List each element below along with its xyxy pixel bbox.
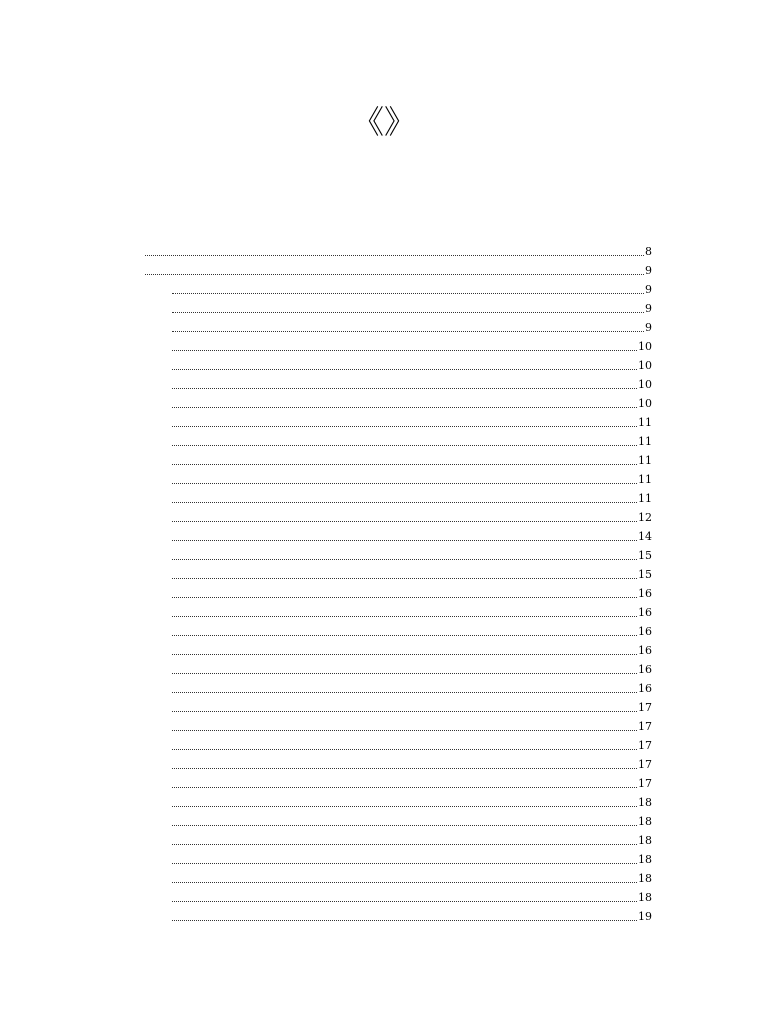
toc-leader-dots — [172, 901, 637, 902]
toc-leader-dots — [172, 863, 637, 864]
toc-entry[interactable] — [144, 907, 652, 926]
toc-entry-page: 10 — [638, 359, 652, 372]
toc-entry-page: 12 — [638, 511, 652, 524]
toc-entry-page: 14 — [638, 530, 652, 543]
toc-entry-page: 16 — [638, 682, 652, 695]
toc-leader-dots — [172, 787, 637, 788]
toc-entry-page: 11 — [638, 416, 652, 429]
toc-entry[interactable] — [144, 679, 652, 698]
toc-entry-page: 9 — [645, 264, 652, 277]
toc-leader-dots — [172, 749, 637, 750]
contents-heading — [0, 191, 768, 227]
toc-entry[interactable] — [144, 451, 652, 470]
toc-entry-page: 11 — [638, 492, 652, 505]
toc-entry[interactable] — [144, 812, 652, 831]
toc-entry-page: 16 — [638, 663, 652, 676]
toc-leader-dots — [172, 407, 637, 408]
toc-leader-dots — [172, 521, 637, 522]
toc-entry[interactable] — [144, 470, 652, 489]
toc-entry-page: 18 — [638, 872, 652, 885]
toc-entry[interactable] — [144, 641, 652, 660]
toc-entry[interactable] — [144, 755, 652, 774]
toc-leader-dots — [145, 274, 644, 275]
toc-leader-dots — [172, 426, 637, 427]
toc-leader-dots — [172, 369, 637, 370]
toc-leader-dots — [172, 673, 637, 674]
toc-leader-dots — [172, 293, 644, 294]
toc-entry[interactable] — [144, 831, 652, 850]
toc-entry[interactable] — [144, 869, 652, 888]
toc-leader-dots — [172, 616, 637, 617]
toc-leader-dots — [172, 882, 637, 883]
toc-entry-page: 19 — [638, 910, 652, 923]
toc-leader-dots — [172, 502, 637, 503]
toc-entry[interactable] — [144, 584, 652, 603]
toc-entry[interactable] — [144, 280, 652, 299]
toc-leader-dots — [172, 635, 637, 636]
toc-leader-dots — [172, 768, 637, 769]
toc-entry-page: 10 — [638, 340, 652, 353]
toc-entry-page: 18 — [638, 891, 652, 904]
toc-entry[interactable] — [144, 793, 652, 812]
toc-leader-dots — [172, 711, 637, 712]
toc-entry[interactable] — [144, 432, 652, 451]
toc-entry[interactable] — [144, 489, 652, 508]
toc-entry[interactable] — [144, 527, 652, 546]
toc-entry[interactable] — [144, 622, 652, 641]
toc-leader-dots — [172, 350, 637, 351]
toc-entry-page: 17 — [638, 758, 652, 771]
toc-entry[interactable] — [144, 337, 652, 356]
toc-entry-page: 15 — [638, 549, 652, 562]
toc-entry-page: 9 — [645, 283, 652, 296]
toc-leader-dots — [172, 578, 637, 579]
toc-leader-dots — [172, 445, 637, 446]
toc-entry[interactable] — [144, 565, 652, 584]
toc-entry-page: 11 — [638, 435, 652, 448]
toc-entry-page: 9 — [645, 321, 652, 334]
toc-entry[interactable] — [144, 413, 652, 432]
toc-entry-page: 11 — [638, 473, 652, 486]
toc-entry-page: 17 — [638, 720, 652, 733]
toc-leader-dots — [172, 844, 637, 845]
toc-entry-page: 18 — [638, 796, 652, 809]
toc-leader-dots — [172, 540, 637, 541]
toc-leader-dots — [172, 559, 637, 560]
toc-entry-page: 8 — [645, 245, 652, 258]
toc-entry-page: 17 — [638, 777, 652, 790]
toc-leader-dots — [172, 483, 637, 484]
toc-entry[interactable] — [144, 508, 652, 527]
toc-entry-page: 16 — [638, 644, 652, 657]
toc-leader-dots — [172, 654, 637, 655]
toc-leader-dots — [172, 806, 637, 807]
toc-leader-dots — [172, 920, 637, 921]
toc-entry-page: 16 — [638, 606, 652, 619]
toc-entry-page: 11 — [638, 454, 652, 467]
toc-entry[interactable] — [144, 394, 652, 413]
toc-entry[interactable] — [144, 717, 652, 736]
toc-entry-page: 10 — [638, 397, 652, 410]
toc-entry-page: 10 — [638, 378, 652, 391]
toc-entry-page: 17 — [638, 701, 652, 714]
toc-entry-page: 16 — [638, 625, 652, 638]
toc-leader-dots — [172, 464, 637, 465]
toc-leader-dots — [172, 825, 637, 826]
toc-entry[interactable] — [144, 736, 652, 755]
toc-entry[interactable] — [144, 546, 652, 565]
toc-entry[interactable] — [144, 242, 652, 261]
toc-entry[interactable] — [144, 698, 652, 717]
document-title: 《》 — [351, 103, 416, 141]
toc-entry[interactable] — [144, 299, 652, 318]
toc-entry[interactable] — [144, 850, 652, 869]
toc-leader-dots — [172, 730, 637, 731]
toc-entry[interactable] — [144, 888, 652, 907]
toc-entry-page: 16 — [638, 587, 652, 600]
table-of-contents — [144, 242, 652, 926]
toc-leader-dots — [172, 692, 637, 693]
toc-leader-dots — [145, 255, 644, 256]
toc-entry[interactable] — [144, 375, 652, 394]
toc-entry-page: 17 — [638, 739, 652, 752]
toc-entry[interactable] — [144, 774, 652, 793]
toc-leader-dots — [172, 388, 637, 389]
toc-leader-dots — [172, 331, 644, 332]
toc-entry[interactable] — [144, 261, 652, 280]
toc-entry-page: 18 — [638, 815, 652, 828]
toc-leader-dots — [172, 597, 637, 598]
toc-entry[interactable] — [144, 603, 652, 622]
toc-entry-page: 9 — [645, 302, 652, 315]
toc-entry-page: 18 — [638, 834, 652, 847]
toc-entry-page: 15 — [638, 568, 652, 581]
toc-entry[interactable] — [144, 318, 652, 337]
toc-entry-page: 18 — [638, 853, 652, 866]
toc-leader-dots — [172, 312, 644, 313]
toc-entry[interactable] — [144, 660, 652, 679]
toc-entry[interactable] — [144, 356, 652, 375]
